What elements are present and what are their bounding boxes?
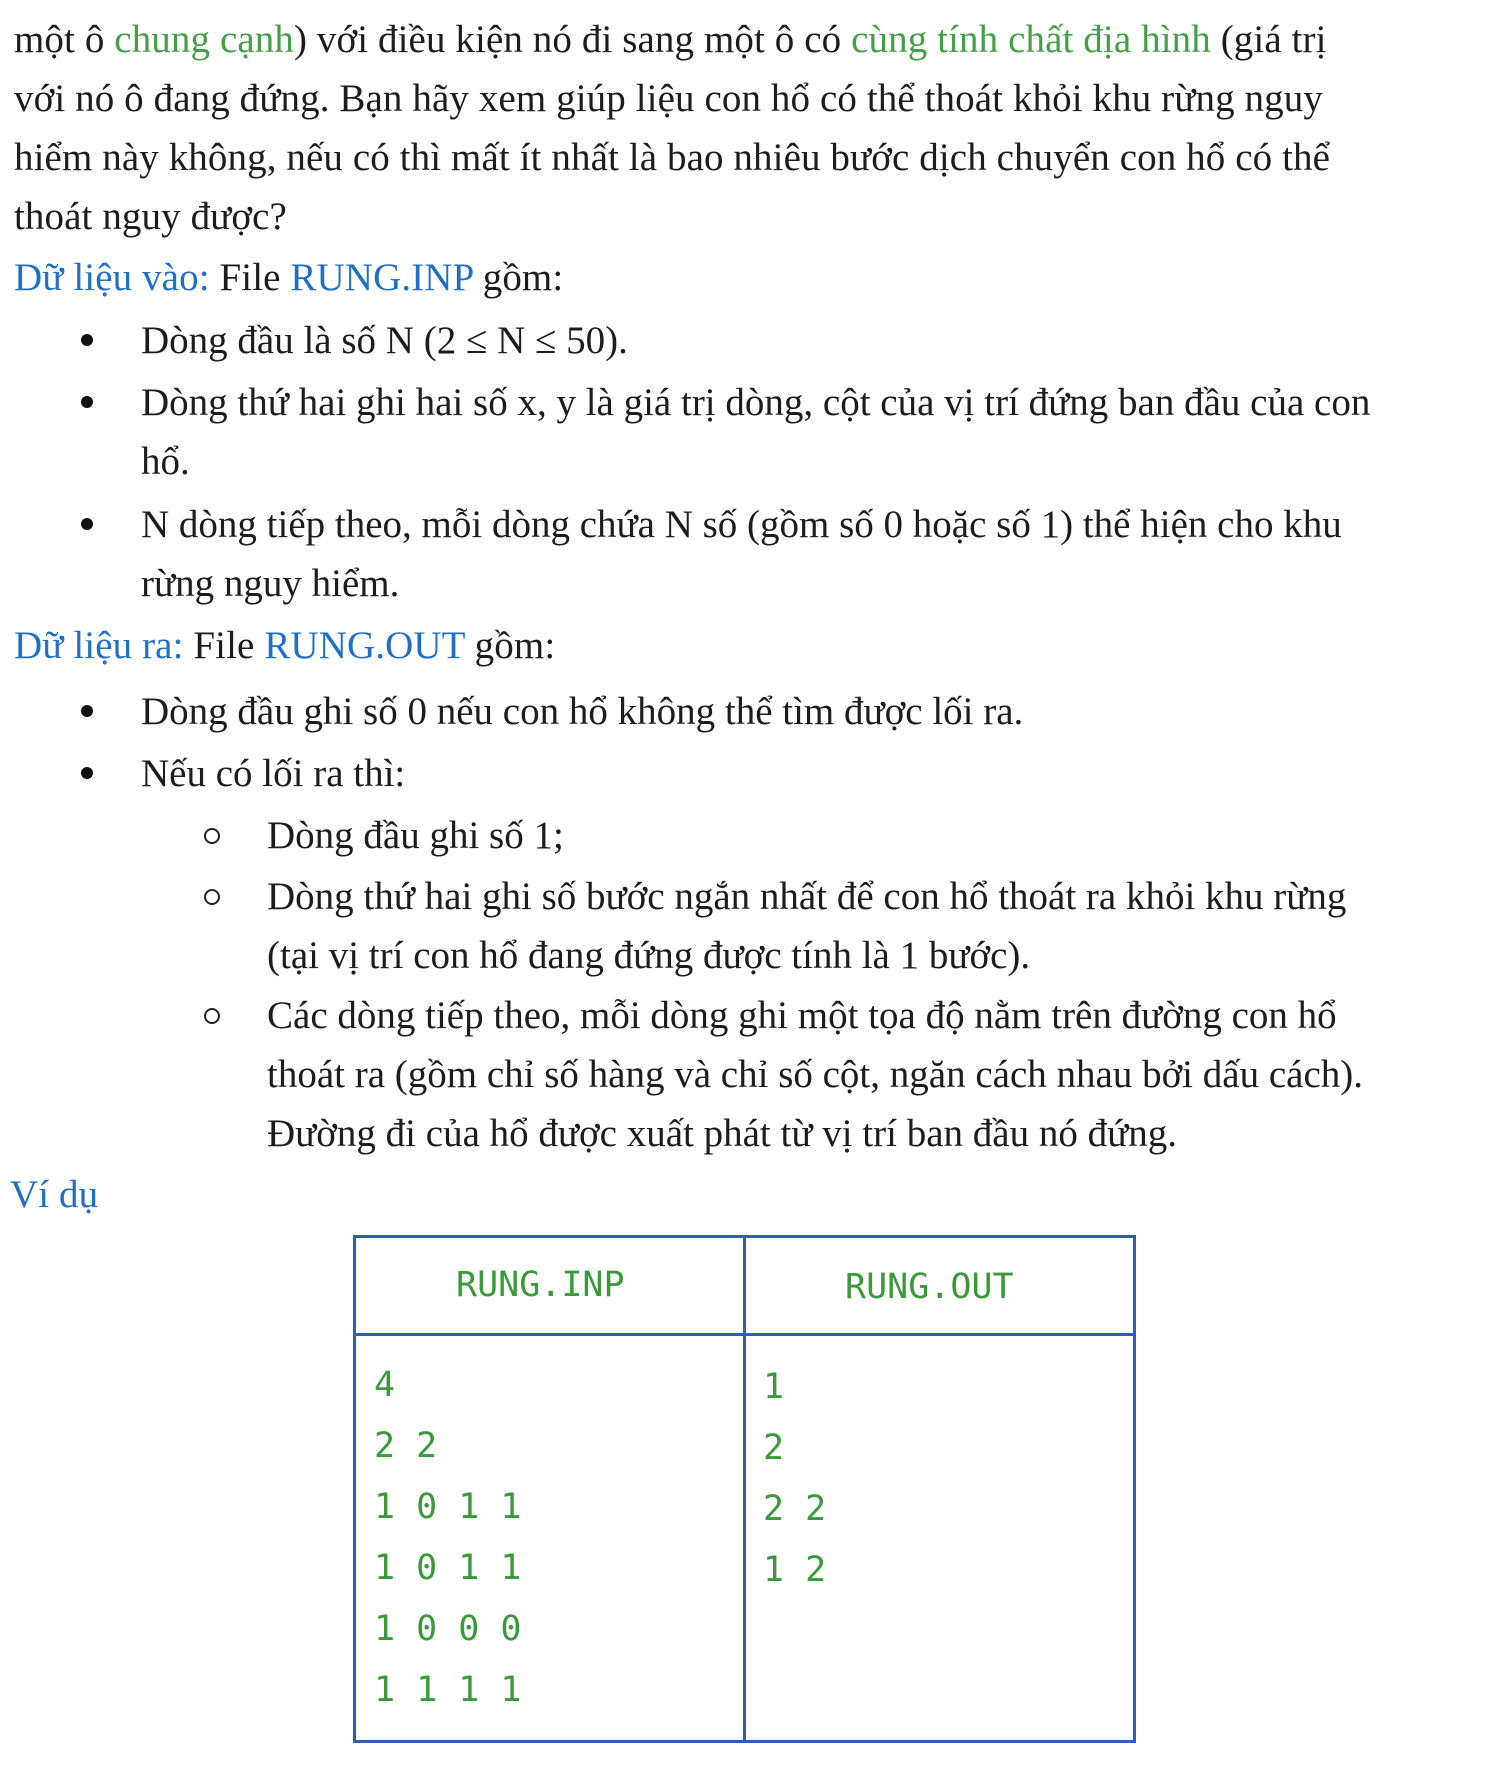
example-table [353,1235,1136,1743]
input-line-4: 1 0 1 1 [374,1548,522,1588]
output-line-4: 1 2 [763,1550,827,1590]
input-section-heading [14,258,563,297]
output-section-heading [14,626,555,665]
paragraph-line-3: hiểm này không, nếu có thì mất ít nhất là bao nhiêu bước dịch chuyển con hổ có thể [14,136,1331,179]
file-prefix: File [209,256,291,299]
bullet-dot-icon [81,334,93,346]
table-header-input: RUNG.INP [456,1265,625,1305]
input-line-5: 1 0 0 0 [374,1609,522,1649]
text-segment: (giá trị [1210,18,1327,61]
output-line-3: 2 2 [763,1489,827,1529]
output-sub-bullet-2-line-1: Dòng thứ hai ghi số bước ngắn nhất để con hổ thoát ra khỏi khu rừng [267,875,1347,918]
paragraph-line-2: với nó ô đang đứng. Bạn hãy xem giúp liệu con hổ có thể thoát khỏi khu rừng nguy [14,77,1323,120]
highlight-term-cung-tinh-chat: cùng tính chất địa hình [851,18,1211,61]
output-sub-bullet-3-line-1: Các dòng tiếp theo, mỗi dòng ghi một tọa độ nằm trên đường con hổ [267,994,1337,1037]
circle-bullet-icon [204,889,220,905]
input-bullet-3-line-1: N dòng tiếp theo, mỗi dòng chứa N số (gồm số 0 hoặc số 1) thể hiện cho khu [141,503,1342,546]
input-line-3: 1 0 1 1 [374,1487,522,1527]
paragraph-line-4: thoát nguy được? [14,195,287,238]
heading-suffix: gồm: [472,256,564,299]
table-column-divider [743,1238,746,1740]
circle-bullet-icon [204,828,220,844]
highlight-term-chung-canh: chung cạnh [114,18,294,61]
circle-bullet-icon [204,1008,220,1024]
paragraph-line-1 [14,20,1327,59]
output-line-1: 1 [763,1367,785,1407]
output-sub-bullet-3-line-2: thoát ra (gồm chỉ số hàng và chỉ số cột, ngăn cách nhau bởi dấu cách). [267,1053,1363,1096]
file-prefix: File [183,624,265,667]
heading-suffix: gồm: [464,624,556,667]
output-label: Dữ liệu ra: [14,624,184,667]
output-sub-bullet-2-line-2: (tại vị trí con hổ đang đứng được tính là 1 bước). [267,934,1031,977]
output-bullet-2: Nếu có lối ra thì: [141,752,406,795]
table-header-output: RUNG.OUT [845,1267,1014,1307]
input-filename: RUNG.INP [290,256,473,299]
input-line-6: 1 1 1 1 [374,1670,522,1710]
input-bullet-1: Dòng đầu là số N (2 ≤ N ≤ 50). [141,319,628,362]
input-line-1: 4 [374,1365,396,1405]
output-filename: RUNG.OUT [264,624,465,667]
bullet-dot-icon [81,396,93,408]
input-bullet-2-line-1: Dòng thứ hai ghi hai số x, y là giá trị dòng, cột của vị trí đứng ban đầu của con [141,381,1371,424]
input-bullet-3-line-2: rừng nguy hiểm. [141,562,400,605]
output-sub-bullet-3-line-3: Đường đi của hổ được xuất phát từ vị trí ban đầu nó đứng. [267,1112,1177,1155]
input-line-2: 2 2 [374,1426,438,1466]
input-bullet-2-line-2: hổ. [141,440,190,483]
bullet-dot-icon [81,518,93,530]
example-label: Ví dụ [10,1173,99,1216]
text-segment: ) với điều kiện nó đi sang một ô có [293,18,852,61]
output-sub-bullet-1: Dòng đầu ghi số 1; [267,814,564,857]
bullet-dot-icon [81,705,93,717]
bullet-dot-icon [81,767,93,779]
input-label: Dữ liệu vào: [14,256,210,299]
text-segment: một ô [14,18,115,61]
output-line-2: 2 [763,1428,785,1468]
table-header-divider [356,1333,1133,1336]
output-bullet-1: Dòng đầu ghi số 0 nếu con hổ không thể tìm được lối ra. [141,690,1024,733]
